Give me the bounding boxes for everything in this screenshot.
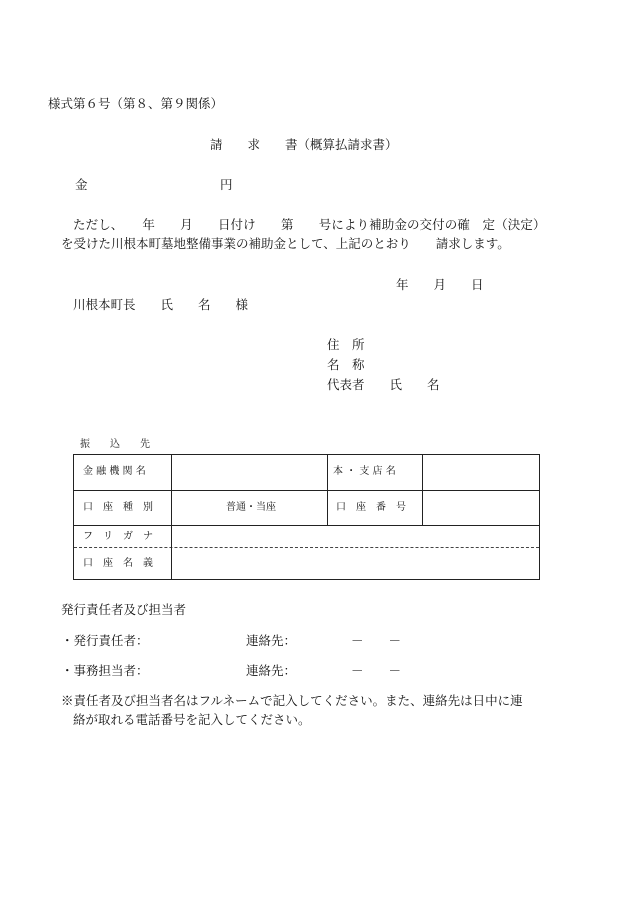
account-holder-field[interactable] bbox=[174, 550, 536, 578]
responsible-heading: 発行責任者及び担当者 bbox=[61, 602, 187, 617]
form-number: 様式第６号（第８、第９関係） bbox=[48, 96, 224, 111]
addressee: 川根本町長 氏 名 様 bbox=[73, 297, 249, 312]
amount-label: 金 bbox=[75, 177, 88, 192]
issuer-label: ・発行責任者： bbox=[61, 633, 149, 648]
clerk-label: ・事務担当者： bbox=[61, 663, 149, 678]
furigana-field[interactable] bbox=[174, 527, 536, 545]
account-number-label: 口 座 番 号 bbox=[336, 502, 406, 513]
bank-table bbox=[73, 454, 540, 580]
amount-unit: 円 bbox=[220, 177, 233, 192]
note-line-2: 絡が取れる電話番号を記入してください。 bbox=[73, 712, 311, 727]
date-line: 年 月 日 bbox=[396, 277, 484, 292]
bank-heading: 振 込 先 bbox=[80, 439, 150, 450]
note-line-1: ※責任者及び担当者名はフルネームで記入してください。また、連絡先は日中に連 bbox=[61, 693, 523, 708]
col-divider bbox=[422, 455, 423, 525]
body-line-2: を受けた川根本町墓地整備事業の補助金として、上記のとおり 請求します。 bbox=[61, 236, 510, 251]
furigana-label: フ リ ガ ナ bbox=[83, 531, 153, 542]
body-line-1: ただし、 年 月 日付け 第 号により補助金の交付の確 定（決定） bbox=[73, 217, 546, 232]
address-label: 住 所 bbox=[327, 337, 365, 352]
clerk-contact-label: 連絡先： bbox=[246, 663, 297, 678]
account-number-field[interactable] bbox=[425, 493, 537, 523]
document-title: 請 求 書（概算払請求書） bbox=[210, 137, 398, 152]
row-divider bbox=[74, 525, 539, 526]
institution-label: 金 融 機 関 名 bbox=[83, 466, 146, 477]
account-holder-label: 口 座 名 義 bbox=[83, 558, 153, 569]
name-label: 名 称 bbox=[327, 357, 365, 372]
issuer-contact-value[interactable]: － － bbox=[351, 633, 402, 648]
clerk-contact-value[interactable]: － － bbox=[351, 663, 402, 678]
account-type-value[interactable]: 普通・当座 bbox=[226, 502, 276, 513]
branch-field[interactable] bbox=[425, 457, 537, 487]
col-divider bbox=[327, 455, 328, 525]
account-type-label: 口 座 種 別 bbox=[83, 502, 153, 513]
institution-field[interactable] bbox=[174, 457, 324, 487]
col-divider bbox=[171, 455, 172, 580]
branch-label: 本 ・ 支 店 名 bbox=[333, 466, 396, 477]
furigana-divider bbox=[74, 547, 539, 548]
row-divider bbox=[74, 490, 539, 491]
representative-label: 代表者 氏 名 bbox=[327, 377, 440, 392]
issuer-contact-label: 連絡先： bbox=[246, 633, 297, 648]
